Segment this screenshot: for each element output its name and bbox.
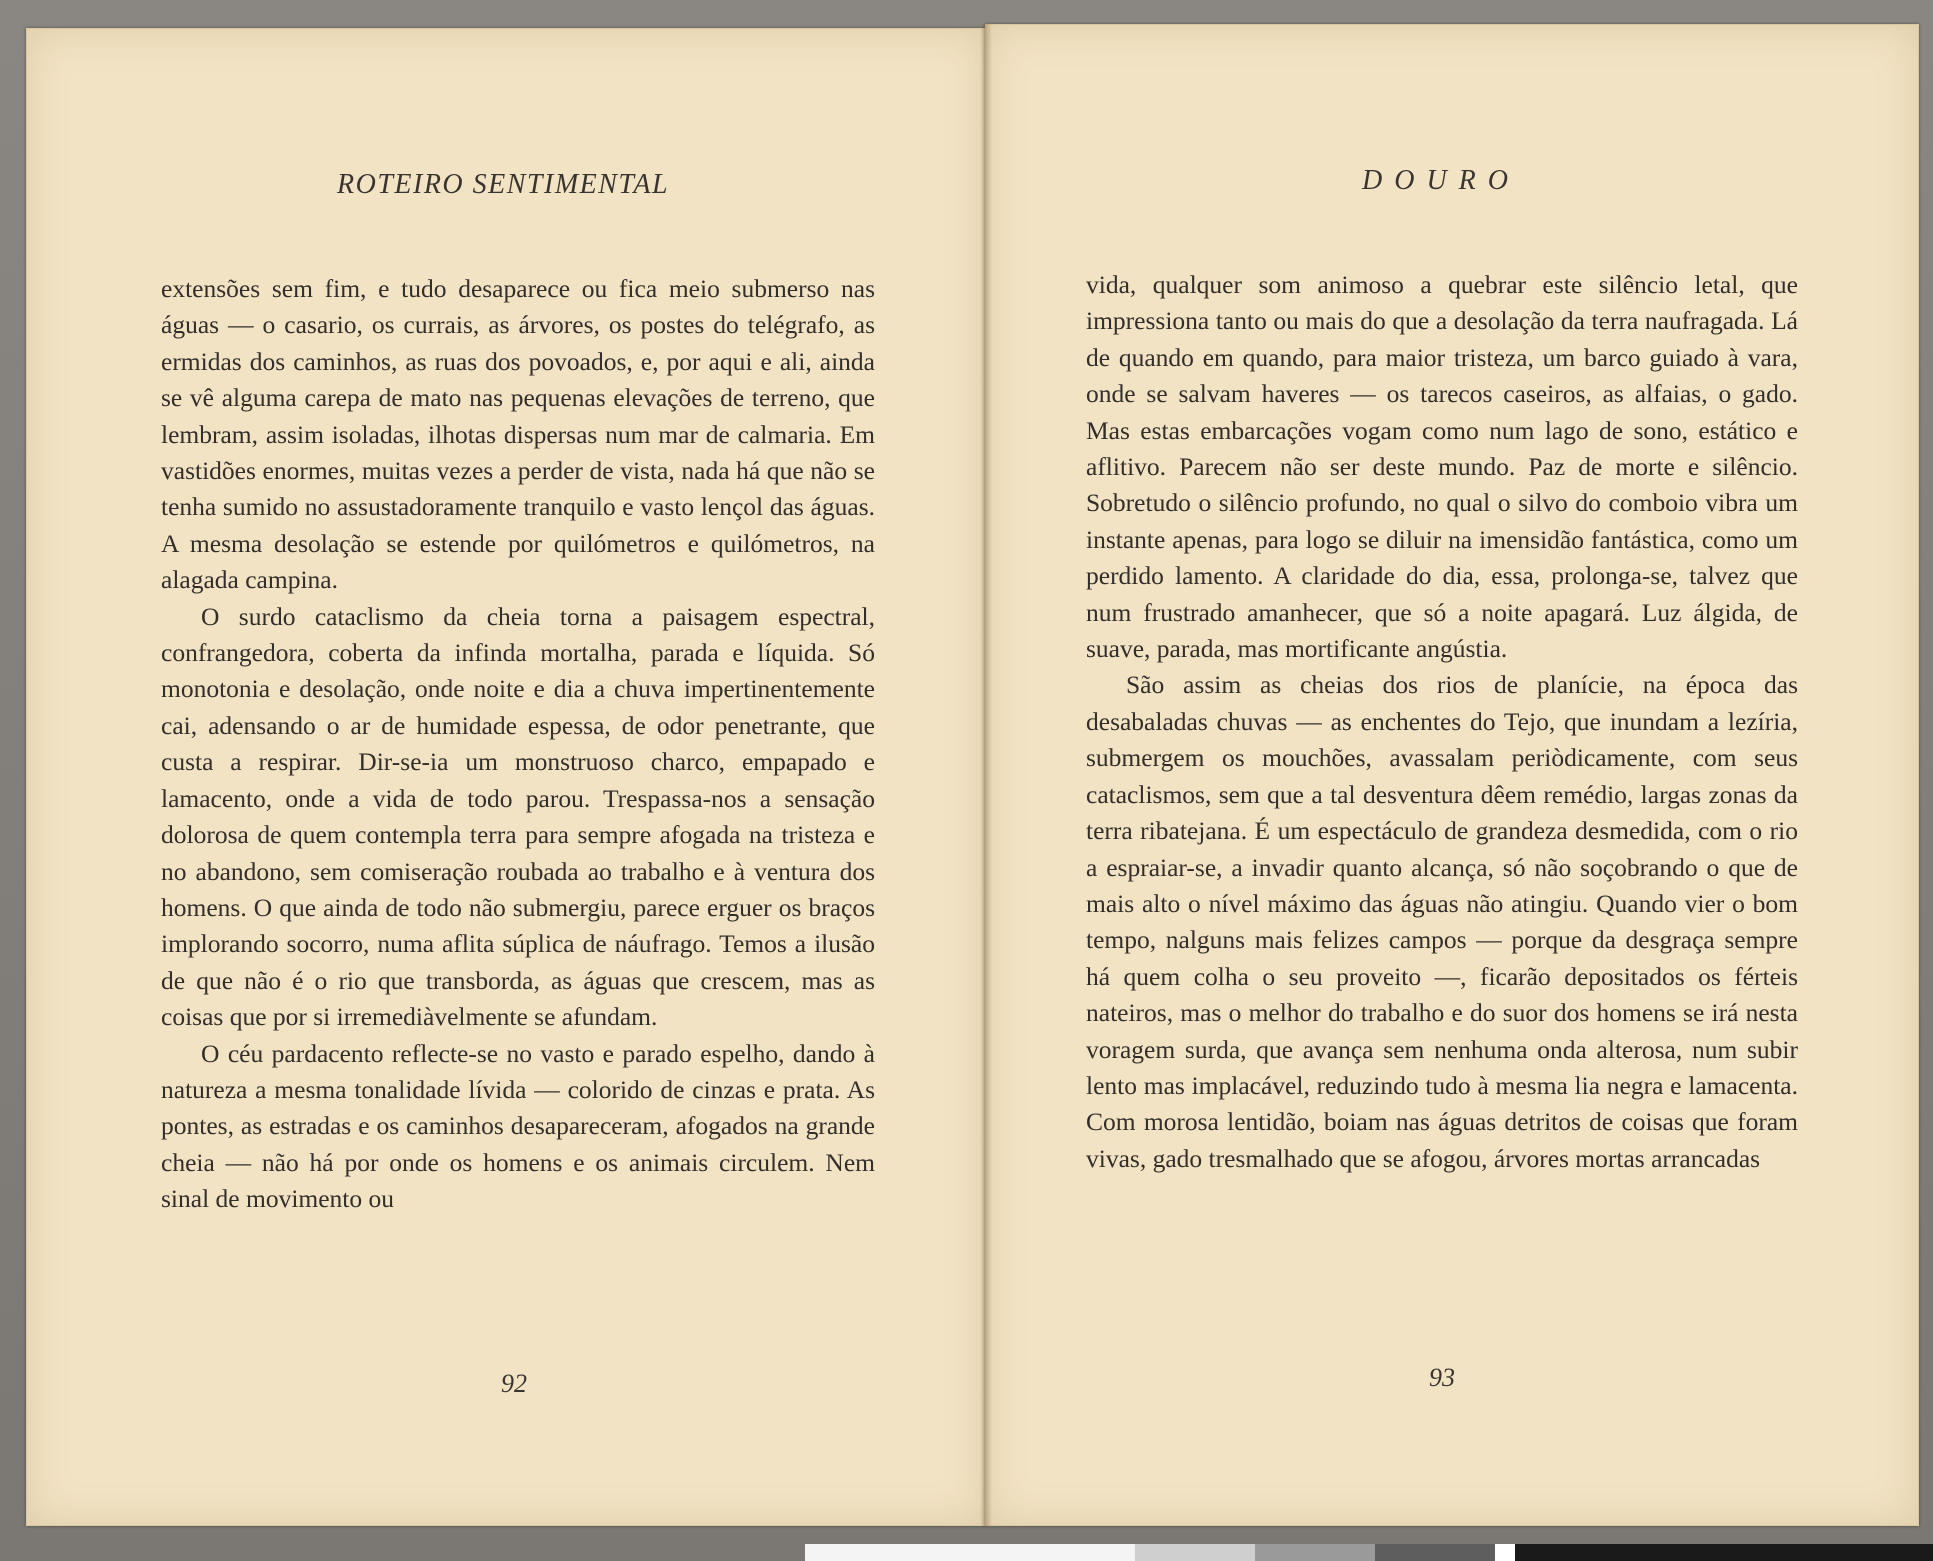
page-number-left: 92 — [501, 1369, 527, 1398]
paragraph: extensões sem fim, e tudo desaparece ou fica meio submerso nas águas — o casario, os currais, as árvores, os postes do telégrafo, as ermidas dos caminhos, as ruas dos povoados, e, por aqui e ali, ainda se vê alguma carepa de mato nas pequenas elevações de terreno, que lembram, assim isoladas, ilhotas dispersas num mar de calmaria. Em vastidões enormes, muitas vezes a perder de vista, nada há que não se tenha sumido no assustadoramente tranquilo e vasto lençol das águas. A mesma desolação se estende por quilómetros e quilómetros, na alagada campina. — [161, 274, 875, 595]
paragraph: vida, qualquer som animoso a quebrar este silêncio letal, que impressiona tanto ou mais do que a desolação da terra naufragada. Lá de quando em quando, para maior tristeza, um barco guiado à vara, onde se salvam haveres — os tarecos caseiros, as alfaias, o gado. Mas estas embarcações vogam como num lago de sono, estático e aflitivo. Parecem não ser deste mundo. Paz de morte e silêncio. Sobretudo o silêncio profundo, no qual o silvo do comboio vibra um instante apenas, para logo se diluir na imensidão fantástica, como um perdido lamento. A claridade do dia, essa, prolonga-se, talvez que num frustrado amanhecer, que só a noite apagará. Luz álgida, de suave, parada, mas mortificante angústia. — [1086, 270, 1798, 664]
strip-segment — [1495, 1544, 1515, 1561]
strip-segment — [1255, 1544, 1375, 1561]
page-number-right: 93 — [1429, 1363, 1455, 1392]
left-page — [26, 28, 986, 1526]
strip-segment — [805, 1544, 1135, 1561]
running-head-right: DOURO — [1362, 165, 1520, 196]
left-page-body — [161, 271, 875, 1218]
scan-calibration-strip — [805, 1544, 1933, 1561]
paragraph: O céu pardacento reflecte-se no vasto e parado espelho, dando à natureza a mesma tonalidade lívida — colorido de cinzas e prata. As pontes, as estradas e os caminhos desapareceram, afogados na grande cheia — não há por onde os homens e os animais circulem. Nem sinal de movimento ou — [161, 1038, 875, 1214]
paragraph: O surdo cataclismo da cheia torna a paisagem espectral, confrangedora, coberta da infinda mortalha, parada e líquida. Só monotonia e desolação, onde noite e dia a chuva impertinentemente cai, adensando o ar de humidade espessa, de odor penetrante, que custa a respirar. Dir-se-ia um monstruoso charco, empapado e lamacento, onde a vida de todo parou. Trespassa-nos a sensação dolorosa de quem contempla terra para sempre afogada na tristeza e no abandono, sem comiseração roubada ao trabalho e à ventura dos homens. O que ainda de todo não submergiu, parece erguer os braços implorando socorro, numa aflita súplica de náufrago. Temos a ilusão de que não é o rio que transborda, as águas que crescem, mas as coisas que por si irremediàvelmente se afundam. — [161, 601, 875, 1032]
paragraph: São assim as cheias dos rios de planície, na época das desabaladas chuvas — as enchentes do Tejo, que inundam a lezíria, submergem os mouchões, avassalam periòdicamente, com seus cataclismos, sem que a tal desventura dêem remédio, largas zonas da terra ribatejana. É um espectáculo de grandeza desmedida, com o rio a espraiar-se, a invadir quanto alcança, só não soçobrando o que de mais alto o nível máximo das águas não atingiu. Quando vier o bom tempo, nalguns mais felizes campos — porque da desgraça sempre há quem colha o seu proveito —, ficarão depositados os férteis nateiros, mas o melhor do trabalho e do suor dos homens se irá nesta voragem surda, que avança sem nenhuma onda alterosa, num subir lento mas implacável, reduzindo tudo à mesma lia negra e lamacenta. Com morosa lentidão, boiam nas águas detritos de coisas que foram vivas, gado tresmalhado que se afogou, árvores mortas arrancadas — [1086, 670, 1798, 1173]
right-page — [985, 24, 1919, 1526]
book-gutter — [980, 24, 992, 1526]
strip-segment — [1375, 1544, 1495, 1561]
strip-segment — [1515, 1544, 1933, 1561]
running-head-left: ROTEIRO SENTIMENTAL — [337, 169, 670, 200]
strip-segment — [1135, 1544, 1255, 1561]
right-page-body — [1086, 267, 1798, 1177]
